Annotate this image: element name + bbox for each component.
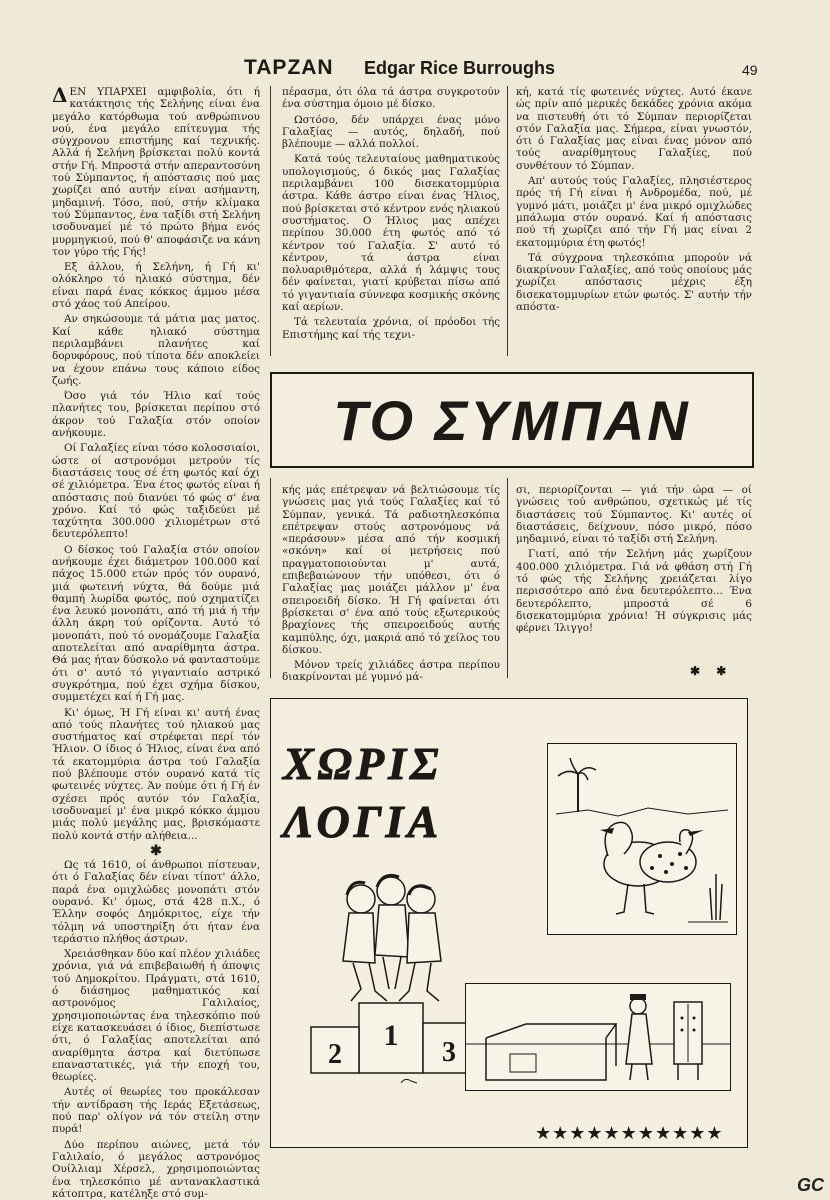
stars-row: ★★★★★★★★★★★	[535, 1123, 724, 1144]
column-divider	[507, 86, 508, 356]
article-paragraph: ΔΕΝ ΥΠΑΡΧΕΙ αμφιβολία, ότι ή κατάκτησις τής Σελήνης είναι ένα μεγάλο κατόρθωμα τού ανθρώπινου νού, ένα μεγάλο επίτευγμα τής σύγχρονου επιστήμης καί τεχνικής. Αλλά ή Σελήνη βρίσκεται πολύ κοντά στήν Γή. Μπροστά στήν απεραντοσύνη τού Σύμπαντος, ή απόστασις πού μας χωρίζει από αυτήν είναι ασήμαντη, μηδαμινή. Τόσο, πού, στήν κλίμακα τού Σύμπαντος, ένα ταξίδι στή Σελήνη ισοδυναμεί μέ τό πρώτο βήμα ενός μυρμηγκιού, πού θ' αποφάσιζε να κάνη τον γύρο τής Γής!	[52, 83, 260, 258]
article-paragraph: Τά τελευταία χρόνια, οί πρόοδοι τής Επιστήμης καί τής τεχνι-	[282, 316, 500, 341]
corner-mark: GC	[797, 1175, 824, 1195]
article-paragraph: Μόνον τρείς χιλιάδες άστρα περίπου διακρίνονται μέ γυμνό μά-	[282, 659, 500, 684]
middle-bottom-column	[282, 484, 500, 684]
podium-number: 2	[328, 1039, 342, 1070]
right-bottom-column	[516, 484, 752, 659]
right-top-column	[516, 86, 752, 362]
page-number: 49	[742, 62, 758, 78]
duck-cartoon-drawing	[548, 744, 736, 934]
column-divider	[270, 86, 271, 356]
article-paragraph: Οί Γαλαξίες είναι τόσο κολοσσιαίοι, ώστε οί αστρονόμοι μετρούν τίς διαστάσεις τους σέ έτη φωτός καί όχι σέ χιλιόμετρα. Ένα έτος φωτός είναι ή απόστασις πού διανύει τό φώς σ' ένα χρόνο. Καί τό φώς ταξιδεύει μέ ταχύτητα 300.000 χιλιομέτρων στό δευτερόλεπτο!	[52, 442, 260, 541]
dropcap: Δ	[52, 83, 68, 107]
article-paragraph: πέρασμα, ότι όλα τά άστρα συγκροτούν ένα σύστημα όμοιο μέ δίσκο.	[282, 86, 500, 111]
article-paragraph: Αυτές οί θεωρίες του προκάλεσαν τήν αντίδραση τής Ιεράς Εξετάσεως, πού παρ' ολίγον νά τόν στείλη στην πυρά!	[52, 1086, 260, 1136]
article-paragraph: κής μάς επέτρεψαν νά βελτιώσουμε τίς γνώσεις μας γιά τούς Γαλαξίες καί τό Σύμπαν, γενικά. Τά ραδιοτηλεσκόπια επέτρεψαν στούς αστρονόμους νά «περάσουν» μέσα από τήν κοσμική «σκόνη» καί οί μετρήσεις πού πραγματοποιούνται μ' αυτά, επιβεβαιώνουν τήν υπόθεσι, ότι ό Γαλαξίας μας μοιάζει μάλλον μ' ένα σπειροειδή δίσκο. Ή Γή φαίνεται ότι βρίσκεται σ' ένα από τούς εξωτερικούς βραχίονες τής σπειροειδούς αυτής καμπύλης, όχι, μακριά από τό χείλος του δίσκου.	[282, 484, 500, 656]
article-paragraph: Γιατί, από τήν Σελήνη μάς χωρίζουν 400.000 χιλιόμετρα. Γιά νά φθάση στή Γή τό φώς τής Σελήνης χρειάζεται λίγο περισσότερο από ένα δευτερόλεπτο... Ένα δευτερόλεπτο, μπροστά σέ 6 δισεκατομμύρια χρόνια! Ή σύγκρισις μάς φέρνει Ίλιγγο!	[516, 548, 752, 635]
room-cartoon	[465, 983, 731, 1091]
duck-cartoon	[547, 743, 737, 935]
magazine-title: ΤΑΡΖΑΝ	[244, 56, 334, 79]
article-paragraph: Ωστόσο, δέν υπάρχει ένας μόνο Γαλαξίας — αυτός, δηλαδή, πού βλέπουμε — αλλά πολλοί.	[282, 113, 500, 151]
article-paragraph: Ο δίσκος τού Γαλαξία στόν οποίον ανήκουμε έχει διάμετρον 100.000 καί πάχος 15.000 ετών πρός τόν ουρανό, μιά φωτεινή νύχτα, θά δούμε μιά θαμπή λωρίδα φωτός, πού σχηματίζει ένα λευκό μονοπάτι, από τή μιά ή τήν άλλη άκρη τού ορίζοντα. Αυτό τό μονοπάτι, πού τό ονομάζουμε Γαλαξία αποτελείται από αναρίθμητα άστρα. Θά μας ήταν δύσκολο νά φανταστούμε ότι σ' αυτό τό γιγαντιαίο αστρικό συγκρότημα, πού έχει σχήμα δίσκου, συμμετέχει καί ή Γή μας.	[52, 543, 260, 704]
section-separator: ✱	[150, 842, 162, 859]
podium-number: 3	[442, 1037, 456, 1068]
article-title-box	[270, 372, 754, 468]
article-paragraph: Όσο γιά τόν Ήλιο καί τούς πλανήτες του, βρίσκεται περίπου στό άκρον τού Γαλαξία στόν οποίον ανήκουμε.	[52, 390, 260, 440]
column-divider	[270, 478, 271, 678]
article-paragraph: κή, κατά τίς φωτεινές νύχτες. Αυτό έκανε ώς πρίν από μερικές δεκάδες χρόνια ακόμα να πιστευθή ότι τό Σύμπαν περιορίζεται στόν Γαλαξία μας. Σήμερα, είναι γνωστόν, ότι ό Γαλαξίας μας είναι ένας μόνον από τούς αναρίθμητους Γαλαξίες, πού συνθέτουν τό Σύμπαν.	[516, 86, 752, 172]
article-paragraph: Εξ άλλου, ή Σελήνη, ή Γή κι' ολόκληρο τό ηλιακό σύστημα, δέν είναι παρά ένας κόκκος άμμου μέσα στό χάος τού Απείρου.	[52, 261, 260, 311]
author-name: Edgar Rice Burroughs	[364, 58, 556, 78]
article-paragraph: σι, περιορίζονται — γιά τήν ώρα — οί γνώσεις τού ανθρώπου, σχετικώς μέ τίς διαστάσεις τού Σύμπαντος. Κι' αυτές οί διαστάσεις, δείχνουν, πόσο μικρό, πόσο μηδαμινό, είναι τό ταξίδι στή Σελήνη.	[516, 484, 752, 546]
article-paragraph: Δύο περίπου αιώνες, μετά τόν Γαλιλαίο, ό μεγάλος αστρονόμος Ουίλλιαμ Χέρσελ, χρησιμοποιώντας ένα τηλεσκόπιο μέ αντανακλαστικά κάτοπτρα, κατέληξε στό συμ-	[52, 1138, 260, 1200]
article-paragraph: Κατά τούς τελευταίους μαθηματικούς υπολογισμούς, ό δικός μας Γαλαξίας περιλαμβάνει 100 δισεκατομμύρια άστρα. Κάθε άστρο είναι ένας Ήλιος, πού βρίσκεται στό κέντρον ενός ηλιακού συστήματος. Ο Ήλιος μας απέχει περίπου 30.000 έτη φωτός από τό κέντρον τού Γαλαξία. Σ' αυτό τό κέντρον, τά άστρα είναι πολυαριθμότερα, αλλά ή λάμψις τους δέν φαίνεται, γιατί κρύβεται πίσω από τό γιγαντιαία σύννεφα κοσμικής σκόνης καί αερίων.	[282, 153, 500, 314]
article-paragraph: Χρειάσθηκαν δύο καί πλέον χιλιάδες χρόνια, γιά νά επιβεβαιωθή ή άποψις τού Δημοκρίτου. Πράγματι, στά 1610, ό διάσημος μαθηματικός καί αστρονόμος Γαλιλαίος, χρησιμοποιώντας ένα τηλεσκόπιο πού είχε κατασκευάσει ό ίδιος, διεπίστωσε ότι, ό Γαλαξίας αποτελείται από αναρίθμητα άστρα καί διετύπωσε επαναστατικές, γιά τήν εποχή του, θεωρίες.	[52, 948, 260, 1084]
cartoon-section	[270, 698, 748, 1148]
article-paragraph: Κι' όμως, Ή Γή είναι κι' αυτή ένας από τούς πλανήτες τού ηλιακού μας συστήματος καί στρέφεται περί τόν Ήλιον. Ο ίδιος ό Ήλιος, είναι ένα από τά εκατομμύρια άστρα τού Γαλαξία πού βλέπουμε στόν ουρανό κατά τίς φωτεινές νύχτες. Άν πούμε ότι ή Γή έν σχέσει πρός αυτόν τόν Γαλαξία, ισοδυναμεί μ' ένα μικρό κόκκο άμμου μιάς πολύ μεγάλης μας, βρισκόμαστε πολύ κοντά στήν αλήθεια...	[52, 706, 260, 842]
left-column	[52, 83, 260, 1200]
middle-top-column	[282, 86, 500, 362]
article-paragraph: Ως τά 1610, οί άνθρωποι πίστευαν, ότι ό Γαλαξίας δέν είναι τίποτ' άλλο, παρά ένα ομιχλώδες μονοπάτι στόν ουρανό. Κι' όμως, στά 428 π.Χ., ό Έλλην σοφός Δημόκριτος, είχε τήν τόλμη νά υποστηρίξη ότι ήταν ένα τεράστιο πλήθος άστρων.	[52, 859, 260, 945]
cartoon-heading	[283, 735, 533, 851]
column-divider	[507, 478, 508, 678]
room-cartoon-drawing	[466, 984, 730, 1090]
article-paragraph: Απ' αυτούς τούς Γαλαξίες, πλησιέστερος πρός τή Γή είναι ή Ανδρομέδα, πού, μέ γυμνό μάτι, μοιάζει μ' ένα μικρό ομιχλώδες μπάλωμα στόν ουρανό. Καί ή απόστασις πού τή χωρίζει από τήν Γή μας είναι 2 εκατομμύρια έτη φωτός!	[516, 175, 752, 249]
article-title: ΤΟ ΣΥΜΠΑΝ	[333, 389, 691, 452]
cartoon-heading-line: ΧΩΡΙΣ	[283, 738, 443, 789]
article-paragraph: Τά σύγχρονα τηλεσκόπια μπορούν νά διακρίνουν Γαλαξίες, από τούς οποίους μάς χωρίζει απόστασις μέχρις έξη δισεκατομμυρίων ετών φωτός. Σ' αυτήν τήν απόστα-	[516, 251, 752, 314]
podium-number: 1	[383, 1019, 399, 1052]
page-header	[244, 56, 764, 84]
cartoon-heading-line: ΛΟΓΙΑ	[283, 796, 443, 847]
end-marks: ✱ ✱	[690, 664, 733, 678]
article-paragraph: Αν σηκώσουμε τά μάτια μας ματος. Καί κάθε ηλιακό σύστημα περιλαμβάνει πλανήτες καί δορυφόρους, πού τίποτα δέν αποκλείει να έχουν επάνω τους κάποιο είδος ζωής.	[52, 313, 260, 387]
